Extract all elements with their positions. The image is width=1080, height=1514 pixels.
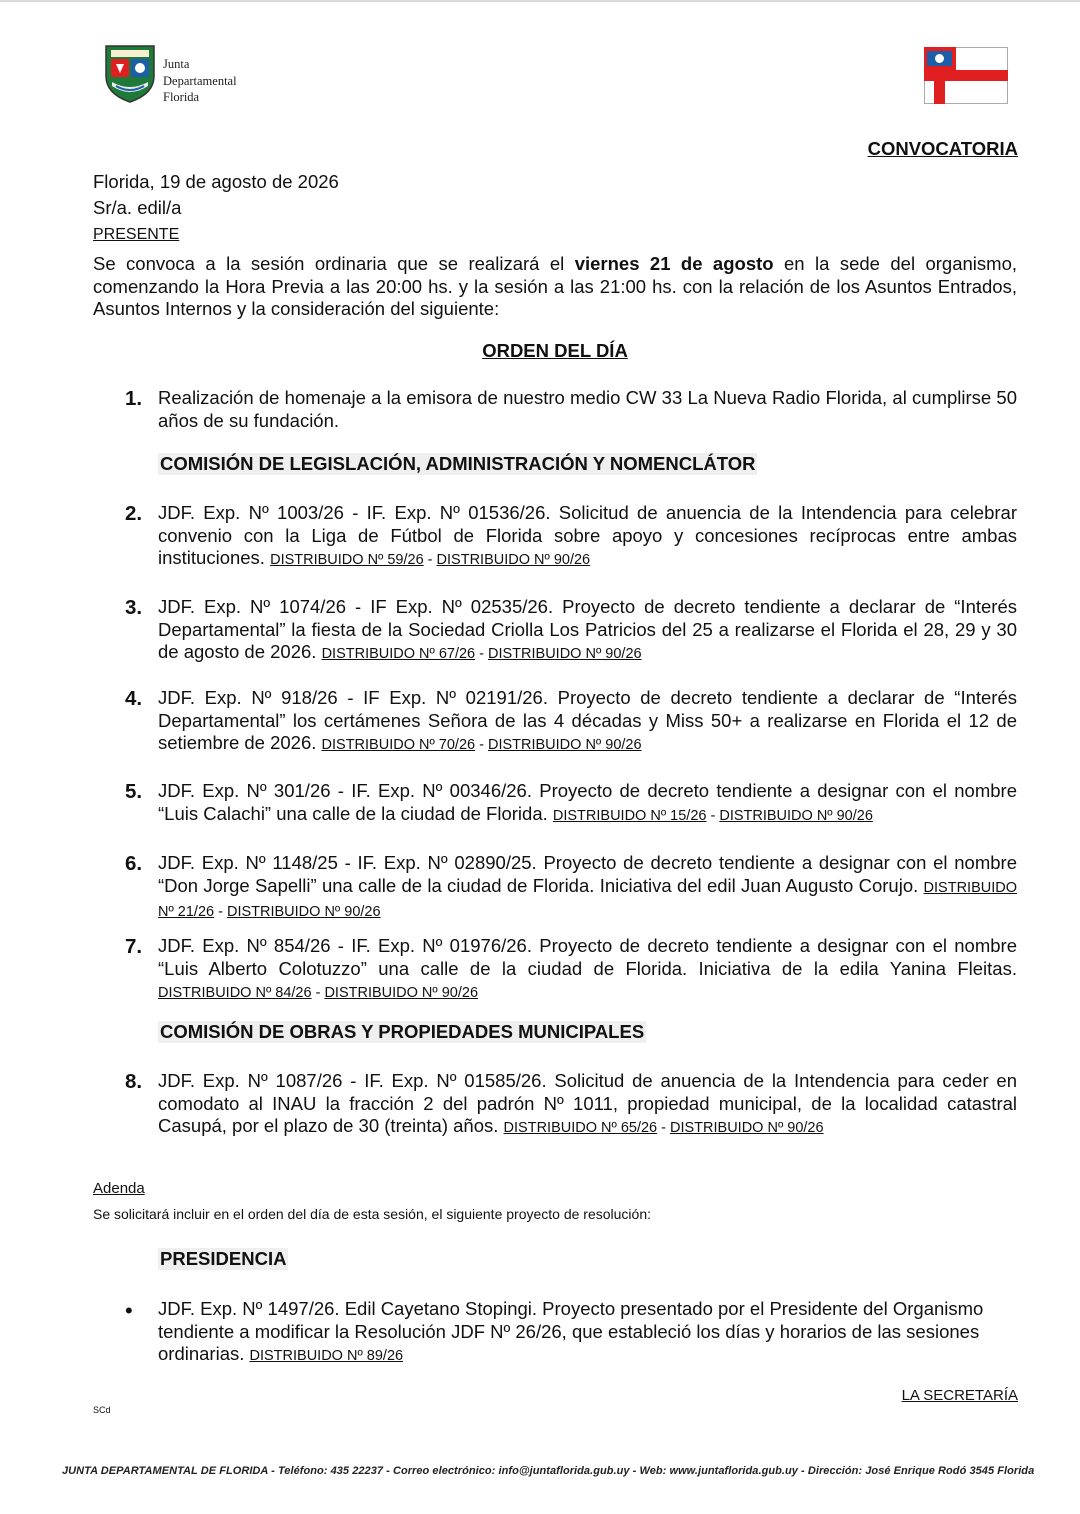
distribuido-link[interactable]: DISTRIBUIDO Nº 70/26 [321, 737, 476, 753]
distribuido-separator: - [423, 552, 437, 568]
signature-secretaria: LA SECRETARÍA [901, 1387, 1018, 1404]
distribuido-link[interactable]: DISTRIBUIDO Nº 15/26 [552, 807, 707, 824]
item-number: 4. [125, 687, 143, 710]
item-text: JDF. Exp. Nº 918/26 - IF Exp. Nº 02191/26. Proyecto de decreto tendiente a declarar de “Interés Departamental” los certámenes Señora de las 4 décadas y Miss 50+ a realizarse en Florida el 12 de setiembre de 2026. [158, 687, 1017, 753]
bullet-icon: • [125, 1298, 133, 1323]
distribuido-link[interactable]: DISTRIBUIDO Nº 67/26 [321, 646, 476, 662]
agenda-item-7 [125, 935, 1017, 1005]
addenda-label: Adenda [93, 1180, 145, 1197]
crest-logo [102, 42, 158, 104]
agenda-item-5 [125, 780, 1017, 827]
distribuido-link[interactable]: DISTRIBUIDO Nº 21/26 [158, 879, 1017, 920]
agenda-item-2 [125, 502, 1017, 572]
item-text: JDF. Exp. Nº 301/26 - IF. Exp. Nº 00346/26. Proyecto de decreto tendiente a designar con el nombre “Luis Calachi” una calle de la ciudad de Florida. [158, 780, 1017, 824]
item-number: 5. [125, 780, 143, 803]
distribuido-link[interactable]: DISTRIBUIDO Nº 65/26 [503, 1120, 658, 1136]
item-number: 6. [125, 852, 143, 875]
distribuido-separator: - [657, 1120, 670, 1136]
item-text: JDF. Exp. Nº 1087/26 - IF. Exp. Nº 01585/26. Solicitud de anuencia de la Intendencia para ceder en comodato al INAU la fracción 2 del padrón Nº 1011, propiedad municipal, de la localidad catastral Casupá, por el plazo de 30 (treinta) años. [158, 1070, 1017, 1136]
distribuido-link[interactable]: DISTRIBUIDO Nº 89/26 [249, 1348, 404, 1364]
item-number: 1. [125, 387, 143, 410]
distribuido-link[interactable]: DISTRIBUIDO Nº 90/26 [487, 737, 642, 753]
recipient-line: Sr/a. edil/a [93, 197, 182, 218]
distribuido-separator: - [475, 646, 489, 662]
distribuido-link[interactable]: DISTRIBUIDO Nº 90/26 [488, 646, 642, 662]
document-title: CONVOCATORIA [867, 138, 1018, 159]
distribuido-link[interactable]: DISTRIBUIDO Nº 90/26 [436, 552, 591, 568]
agenda-item-6 [125, 852, 1017, 924]
distribuido-link[interactable]: DISTRIBUIDO Nº 90/26 [670, 1120, 824, 1136]
section-presidencia: PRESIDENCIA [160, 1248, 287, 1269]
session-date: viernes 21 de agosto [574, 253, 774, 274]
item-text: JDF. Exp. Nº 1148/25 - IF. Exp. Nº 02890/25. Proyecto de decreto tendiente a designar con el nombre “Don Jorge Sapelli” una calle de la ciudad de Florida. Iniciativa del edil Juan Augusto Corujo. [158, 852, 1017, 896]
distribuido-separator: - [214, 904, 227, 920]
florida-flag [924, 47, 1008, 104]
item-text: JDF. Exp. Nº 1003/26 - IF. Exp. Nº 01536/26. Solicitud de anuencia de la Intendencia para celebrar convenio con la Liga de Fútbol de Florida sobre apoyo y concesiones recíprocas entre ambas instituciones. [158, 502, 1017, 568]
org-line-2: Departamental [163, 73, 237, 88]
orden-del-dia-title: ORDEN DEL DÍA [482, 340, 628, 361]
section-legislacion: COMISIÓN DE LEGISLACIÓN, ADMINISTRACIÓN Y NOMENCLÁTOR [160, 453, 756, 474]
item-text: JDF. Exp. Nº 854/26 - IF. Exp. Nº 01976/26. Proyecto de decreto tendiente a designar con el nombre “Luis Alberto Colotuzzo” una calle de la ciudad de Florida. Iniciativa de la edila Yanina Fleitas. [158, 935, 1017, 979]
item-number: 3. [125, 596, 143, 619]
organization-name [163, 56, 237, 106]
section-obras: COMISIÓN DE OBRAS Y PROPIEDADES MUNICIPALES [160, 1021, 645, 1042]
item-text: JDF. Exp. Nº 1497/26. Edil Cayetano Stopingi. Proyecto presentado por el Presidente del Organismo tendiente a modificar la Resolución JDF Nº 26/26, que estableció los días y horarios de las sesiones ordinarias. [158, 1298, 984, 1364]
item-number: 7. [125, 935, 143, 958]
convocation-suffix: en la sede del organismo, comenzando la Hora Previa a las 20:00 hs. y la sesión a las 21:00 hs. con la relación de los Asuntos Entrados, Asuntos Internos y la consideración del siguiente: [93, 253, 1017, 319]
item-number: 8. [125, 1070, 143, 1093]
presente-label: PRESENTE [93, 226, 180, 243]
org-line-3: Florida [163, 90, 200, 104]
distribuido-link[interactable]: DISTRIBUIDO Nº 59/26 [270, 552, 424, 568]
org-line-1: Junta [163, 57, 190, 71]
distribuido-link[interactable]: DISTRIBUIDO Nº 84/26 [158, 985, 312, 1001]
initials: SCd [93, 1405, 111, 1415]
item-text: Realización de homenaje a la emisora de nuestro medio CW 33 La Nueva Radio Florida, al cumplirse 50 años de su fundación. [158, 387, 1017, 431]
distribuido-separator: - [311, 985, 325, 1001]
addenda-text: Se solicitará incluir en el orden del día de esta sesión, el siguiente proyecto de resolución: [93, 1206, 651, 1222]
convocation-prefix: Se convoca a la sesión ordinaria que se realizará el [93, 253, 575, 274]
agenda-item-1 [125, 387, 1017, 432]
top-border [0, 0, 1080, 2]
agenda-item-8 [125, 1070, 1017, 1140]
distribuido-link[interactable]: DISTRIBUIDO Nº 90/26 [719, 807, 873, 824]
item-text: JDF. Exp. Nº 1074/26 - IF Exp. Nº 02535/26. Proyecto de decreto tendiente a declarar de “Interés Departamental” la fiesta de la Sociedad Criolla Los Patricios del 25 a realizarse el Florida el 28, 29 y 30 de agosto de 2026. [158, 596, 1017, 662]
distribuido-separator: - [475, 737, 488, 753]
distribuido-link[interactable]: DISTRIBUIDO Nº 90/26 [226, 904, 381, 920]
date-line: Florida, 19 de agosto de 2026 [93, 171, 339, 192]
addenda-item [125, 1298, 1017, 1368]
item-number: 2. [125, 502, 143, 525]
distribuido-separator: - [706, 807, 720, 824]
convocation-paragraph [93, 253, 1017, 321]
distribuido-link[interactable]: DISTRIBUIDO Nº 90/26 [324, 985, 479, 1001]
agenda-item-3 [125, 596, 1017, 666]
footer-contact: JUNTA DEPARTAMENTAL DE FLORIDA - Teléfono: 435 22237 - Correo electrónico: info@juntaflorida.gub.uy - Web: www.juntaflorida.gub.uy - Dirección: José Enrique Rodó 3545 Florida [62, 1465, 1035, 1477]
agenda-item-4 [125, 687, 1017, 757]
